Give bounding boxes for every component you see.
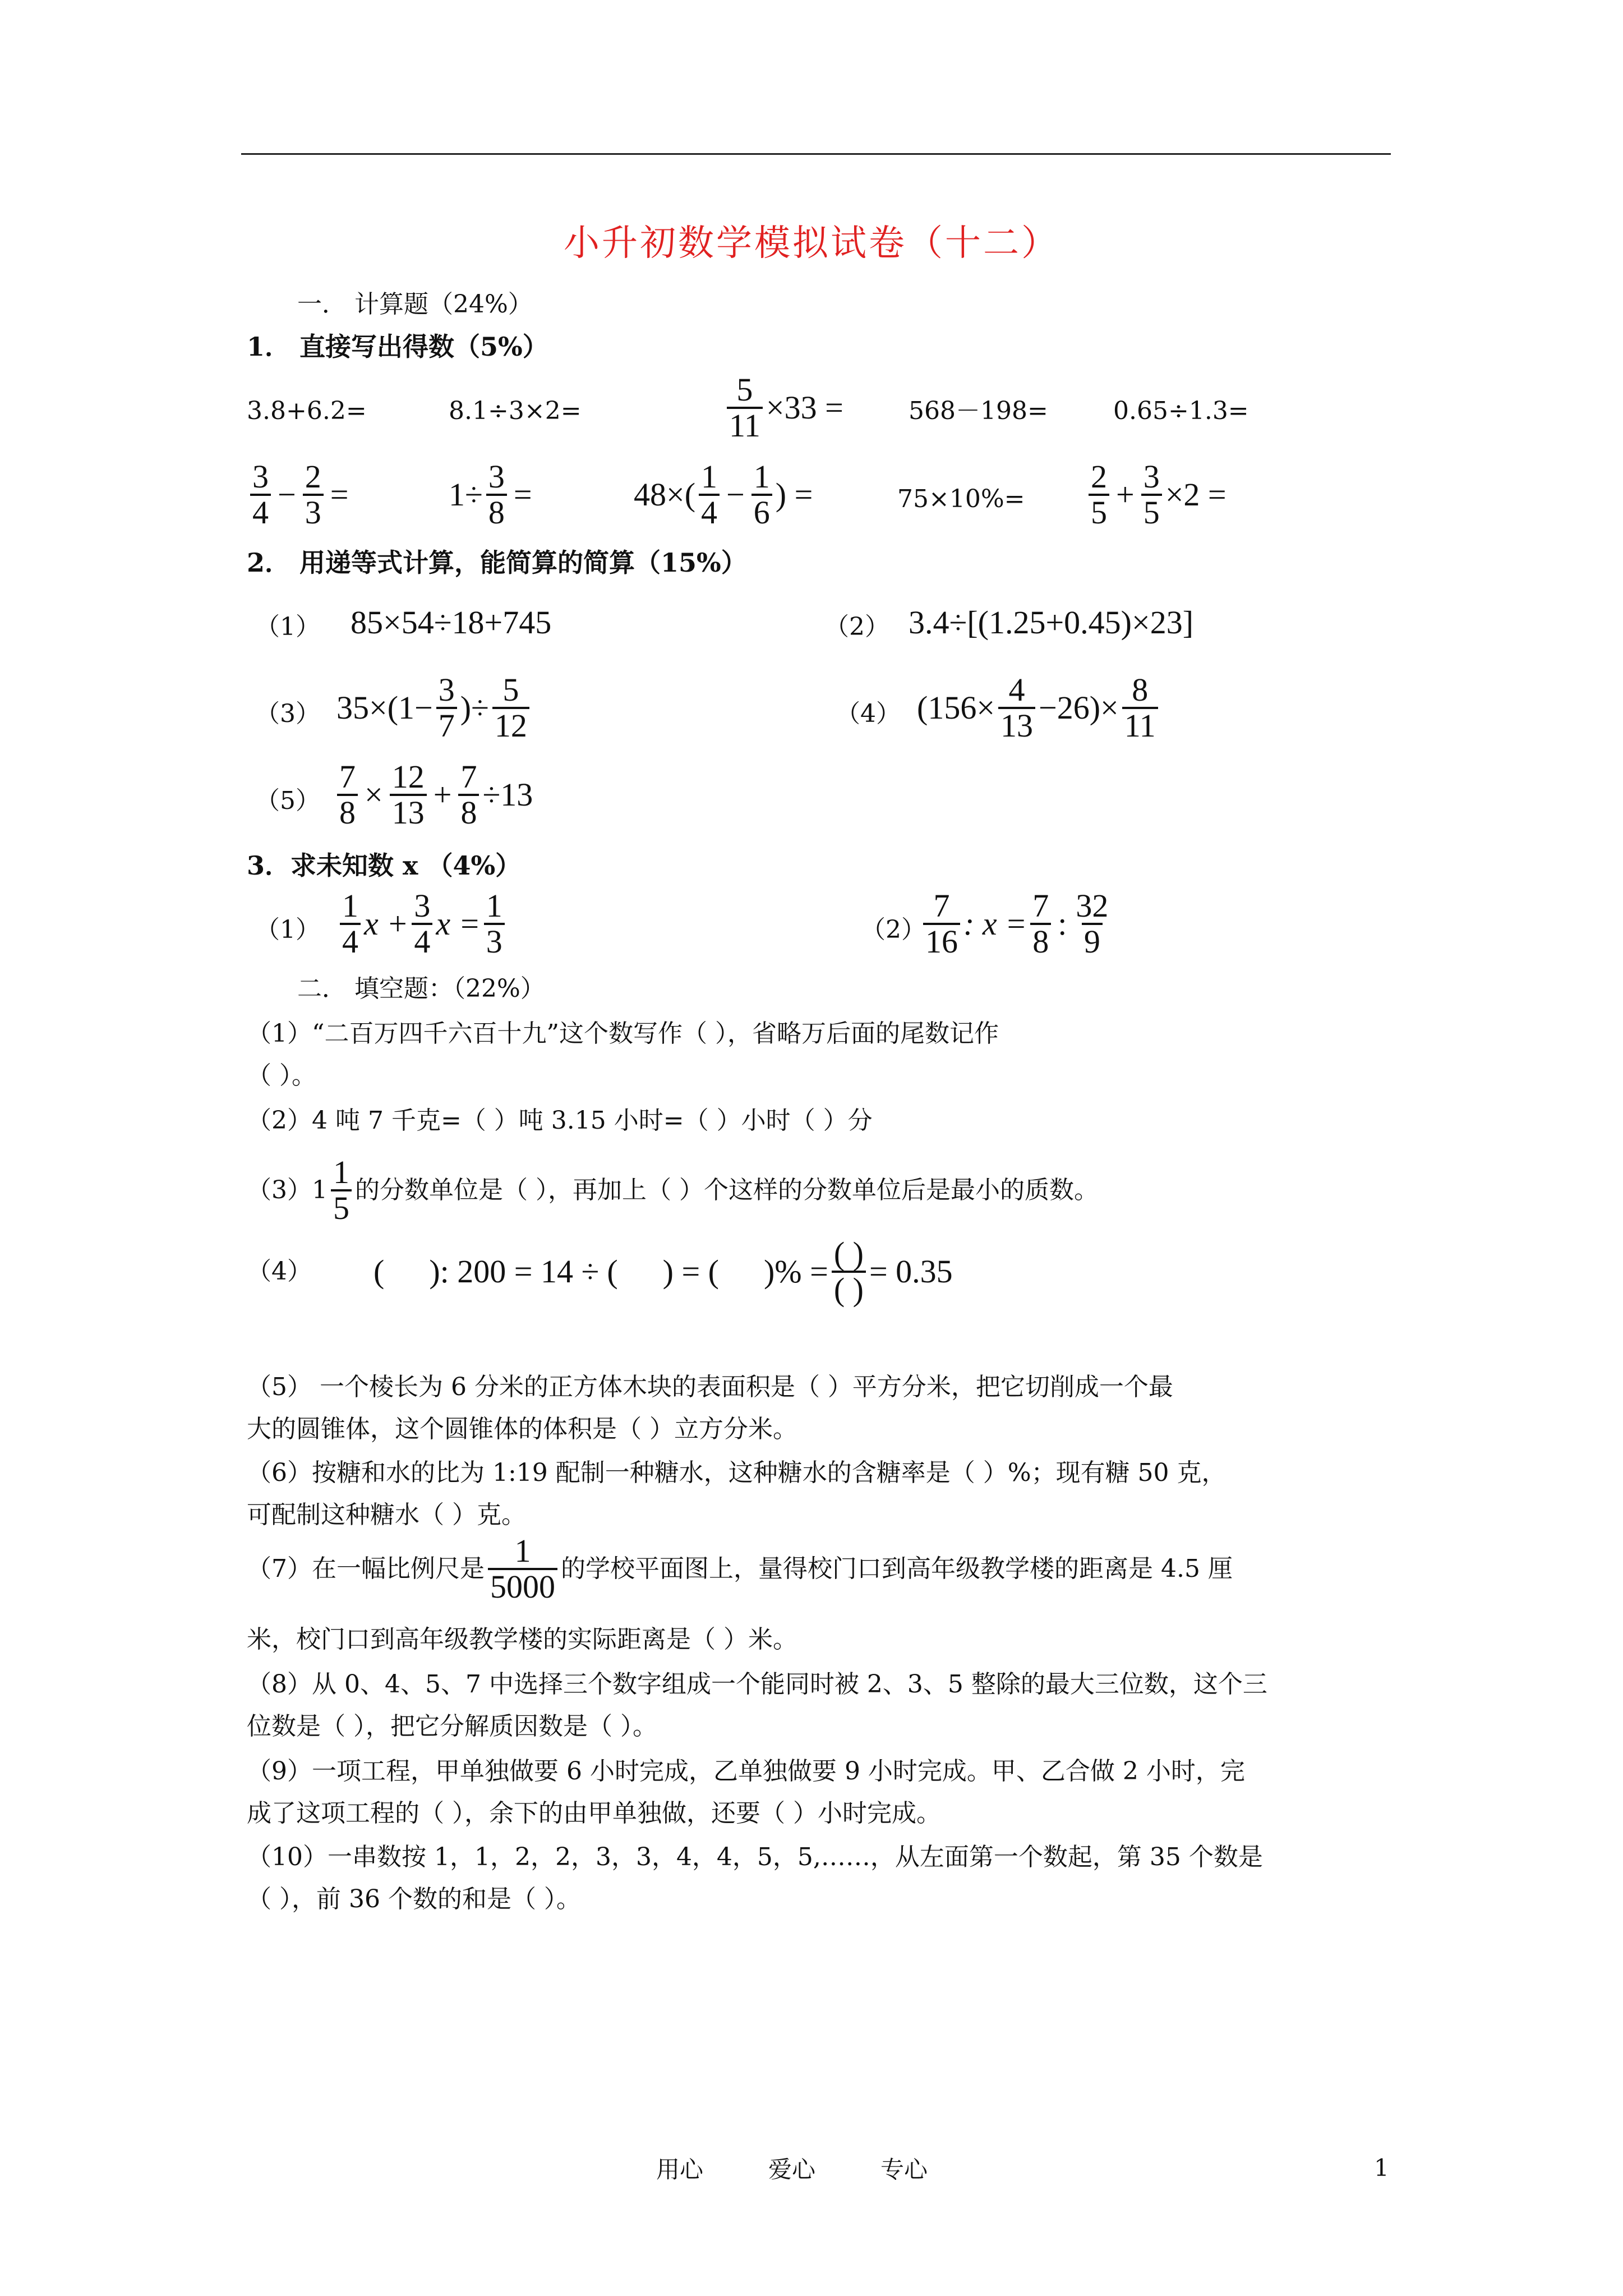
- q2-heading: 2． 用递等式计算，能简算的简算（15%）: [247, 547, 747, 578]
- q3-p1-expr: $\frac{1}{4}$ x + $\frac{3}{4}$ x = $\frac{1}{3}$: [336, 889, 508, 959]
- q1-e9: 75×10%=: [897, 485, 1025, 513]
- q1-heading: 1． 直接写出得数（5%）: [247, 332, 548, 362]
- fill-2: （2）4 吨 7 千克=（ ）吨 3.15 小时=（ ）小时（ ）分: [247, 1106, 873, 1135]
- q1-e7: 1÷ $\frac{3}{8}$ =: [449, 458, 532, 531]
- section-2-heading: 二． 填空题：（22%）: [297, 974, 545, 1003]
- footer-word-1: 用心: [656, 2156, 704, 2183]
- q2-p1-expr: 85×54÷18+745: [351, 604, 552, 641]
- q3-heading: 3．求未知数 x （4%）: [247, 850, 522, 881]
- fill-9-line-a: （9）一项工程，甲单独做要 6 小时完成，乙单独做要 9 小时完成。甲、乙合做 2 小时，完: [247, 1757, 1245, 1786]
- fill-8-line-a: （8）从 0、4、5、7 中选择三个数字组成一个能同时被 2、3、5 整除的最大三位数，这个三: [247, 1670, 1267, 1699]
- section-1-heading: 一． 计算题（24%）: [297, 290, 533, 319]
- fill-1-line-b: （ ）。: [247, 1061, 316, 1090]
- fill-10-line-a: （10）一串数按 1，1，2，2，3，3，4，4，5，5,……，从左面第一个数起，第 35 个数是: [247, 1843, 1263, 1871]
- fill-3: （3）1 $\frac{1}{5}$ 的分数单位是（ ），再加上（ ）个这样的分数单位后是最小的质数。: [247, 1154, 1099, 1226]
- q2-p5-label: （5）: [255, 786, 320, 815]
- q3-p2-label: （2）: [861, 915, 926, 944]
- q3-p1-label: （1）: [255, 915, 320, 944]
- q1-e5: 0.65÷1.3=: [1113, 397, 1249, 425]
- header-rule: [241, 153, 1391, 155]
- q1-e3: $\frac{5}{11}$ ×33 =: [723, 373, 843, 443]
- fill-7-line-b: 米，校门口到高年级教学楼的实际距离是（ ）米。: [247, 1625, 797, 1654]
- q2-p2-expr: 3.4÷[(1.25+0.45)×23]: [909, 604, 1194, 641]
- fill-5-line-a: （5） 一个棱长为 6 分米的正方体木块的表面积是（ ）平方分米，把它切削成一个最: [247, 1373, 1173, 1401]
- q2-p4-label: （4）: [836, 700, 901, 728]
- fill-6-line-a: （6）按糖和水的比为 1:19 配制一种糖水，这种糖水的含糖率是（ ）%；现有糖 50 克，: [247, 1458, 1227, 1487]
- q2-p2-label: （2）: [824, 613, 889, 641]
- q2-p4-expr: (156× $\frac{4}{13}$ −26)× $\frac{8}{11}$: [917, 673, 1161, 743]
- q1-e2: 8.1÷3×2=: [449, 397, 582, 425]
- fill-7: （7）在一幅比例尺是 $\frac{1}{5000}$ 的学校平面图上，量得校门口到高年级教学楼的距离是 4.5 厘: [247, 1533, 1233, 1605]
- q2-p1-label: （1）: [255, 613, 320, 641]
- q1-e10: $\frac{2}{5}$ + $\frac{3}{5}$ ×2 =: [1085, 460, 1227, 530]
- fill-10-line-b: （ ），前 36 个数的和是（ ）。: [247, 1885, 581, 1913]
- q2-p3-expr: 35×(1− $\frac{3}{7}$ )÷ $\frac{5}{12}$: [336, 673, 533, 743]
- q3-p2-expr: $\frac{7}{16}$ : x = $\frac{7}{8}$ : $\frac{32}{9}$: [920, 889, 1114, 959]
- footer-word-3: 专心: [880, 2156, 928, 2183]
- footer-word-2: 爱心: [768, 2156, 816, 2183]
- page-title: 小升初数学模拟试卷（十二）: [564, 223, 1059, 264]
- fill-6-line-b: 可配制这种糖水（ ）克。: [247, 1501, 526, 1529]
- fill-1-line-a: （1）“二百万四千六百十九”这个数写作（ ），省略万后面的尾数记作: [247, 1019, 999, 1048]
- page-number: 1: [1374, 2154, 1389, 2182]
- q1-e6: $\frac{3}{4}$ − $\frac{2}{3}$ =: [247, 460, 352, 530]
- fill-4: （4） ( ): 200 = 14 ÷ ( ) = ( )% = $\frac{( )}{( )}$ = 0.35: [247, 1235, 953, 1308]
- fill-8-line-b: 位数是（ ），把它分解质因数是（ ）。: [247, 1712, 657, 1741]
- fill-5-line-b: 大的圆锥体，这个圆锥体的体积是（ ）立方分米。: [247, 1415, 797, 1443]
- q1-e4: 568－198=: [909, 397, 1048, 425]
- q2-p5-expr: $\frac{7}{8}$ × $\frac{12}{13}$ + $\frac{7}{8}$ ÷13: [334, 760, 533, 830]
- fill-9-line-b: 成了这项工程的（ ），余下的由甲单独做，还要（ ）小时完成。: [247, 1799, 941, 1828]
- q2-p3-label: （3）: [255, 700, 320, 728]
- q1-e1: 3.8+6.2=: [247, 397, 367, 425]
- q1-e8: 48×( $\frac{1}{4}$ − $\frac{1}{6}$ ) =: [634, 458, 813, 531]
